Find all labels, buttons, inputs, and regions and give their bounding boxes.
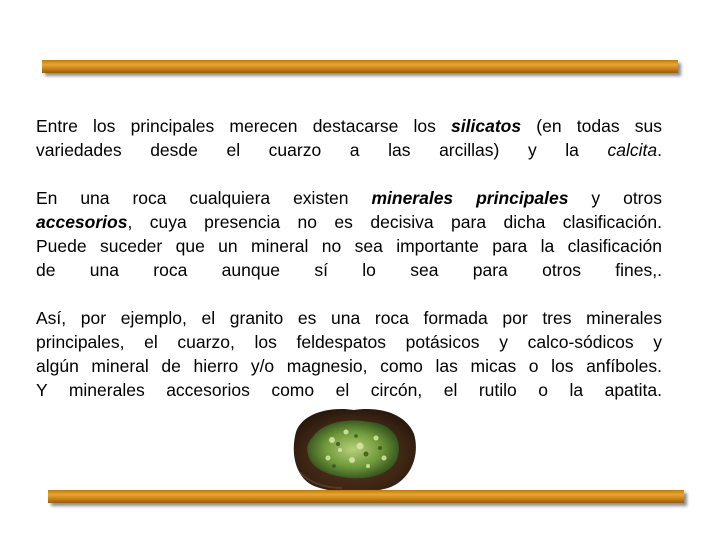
paragraph-minerales [36, 186, 662, 282]
text-line: principales, el cuarzo, los feldespatos potásicos y calco-sódicos y [36, 332, 662, 352]
text-line [36, 210, 662, 234]
text-line: Y minerales accesorios como el circón, el rutilo o la apatita. [36, 380, 662, 400]
text-run: . [657, 140, 662, 160]
mineral-rock-image [288, 402, 420, 494]
text-line [36, 138, 662, 162]
paragraph-granito [36, 306, 662, 402]
text-run: (en todas sus [521, 116, 662, 136]
text-run: Entre los principales merecen destacarse los [36, 116, 452, 136]
text-line [36, 114, 662, 138]
text-line: Puede suceder que un mineral no sea importante para la clasificación [36, 236, 662, 256]
bottom-divider-bar [48, 490, 684, 503]
text-line: de una roca aunque sí lo sea para otros fines,. [36, 260, 662, 280]
text-run: variedades desde el cuarzo a las arcillas) y la [36, 140, 608, 160]
emphasis-calcita: calcita [607, 140, 658, 160]
text-line: Así, por ejemplo, el granito es una roca formada por tres minerales [36, 308, 662, 328]
text-run: En una roca cualquiera existen [36, 188, 372, 208]
emphasis-silicatos: silicatos [451, 116, 522, 136]
emphasis-minerales-principales: minerales principales [371, 188, 569, 208]
top-divider-bar [42, 60, 678, 73]
text-line [36, 186, 662, 210]
paragraph-silicatos [36, 114, 662, 162]
text-run: y otros [568, 188, 662, 208]
emphasis-accesorios: accesorios [36, 212, 128, 232]
text-run: , cuya presencia no es decisiva para dicha clasificación. [127, 212, 662, 232]
text-line: algún mineral de hierro y/o magnesio, como las micas o los anfíboles. [36, 356, 662, 376]
